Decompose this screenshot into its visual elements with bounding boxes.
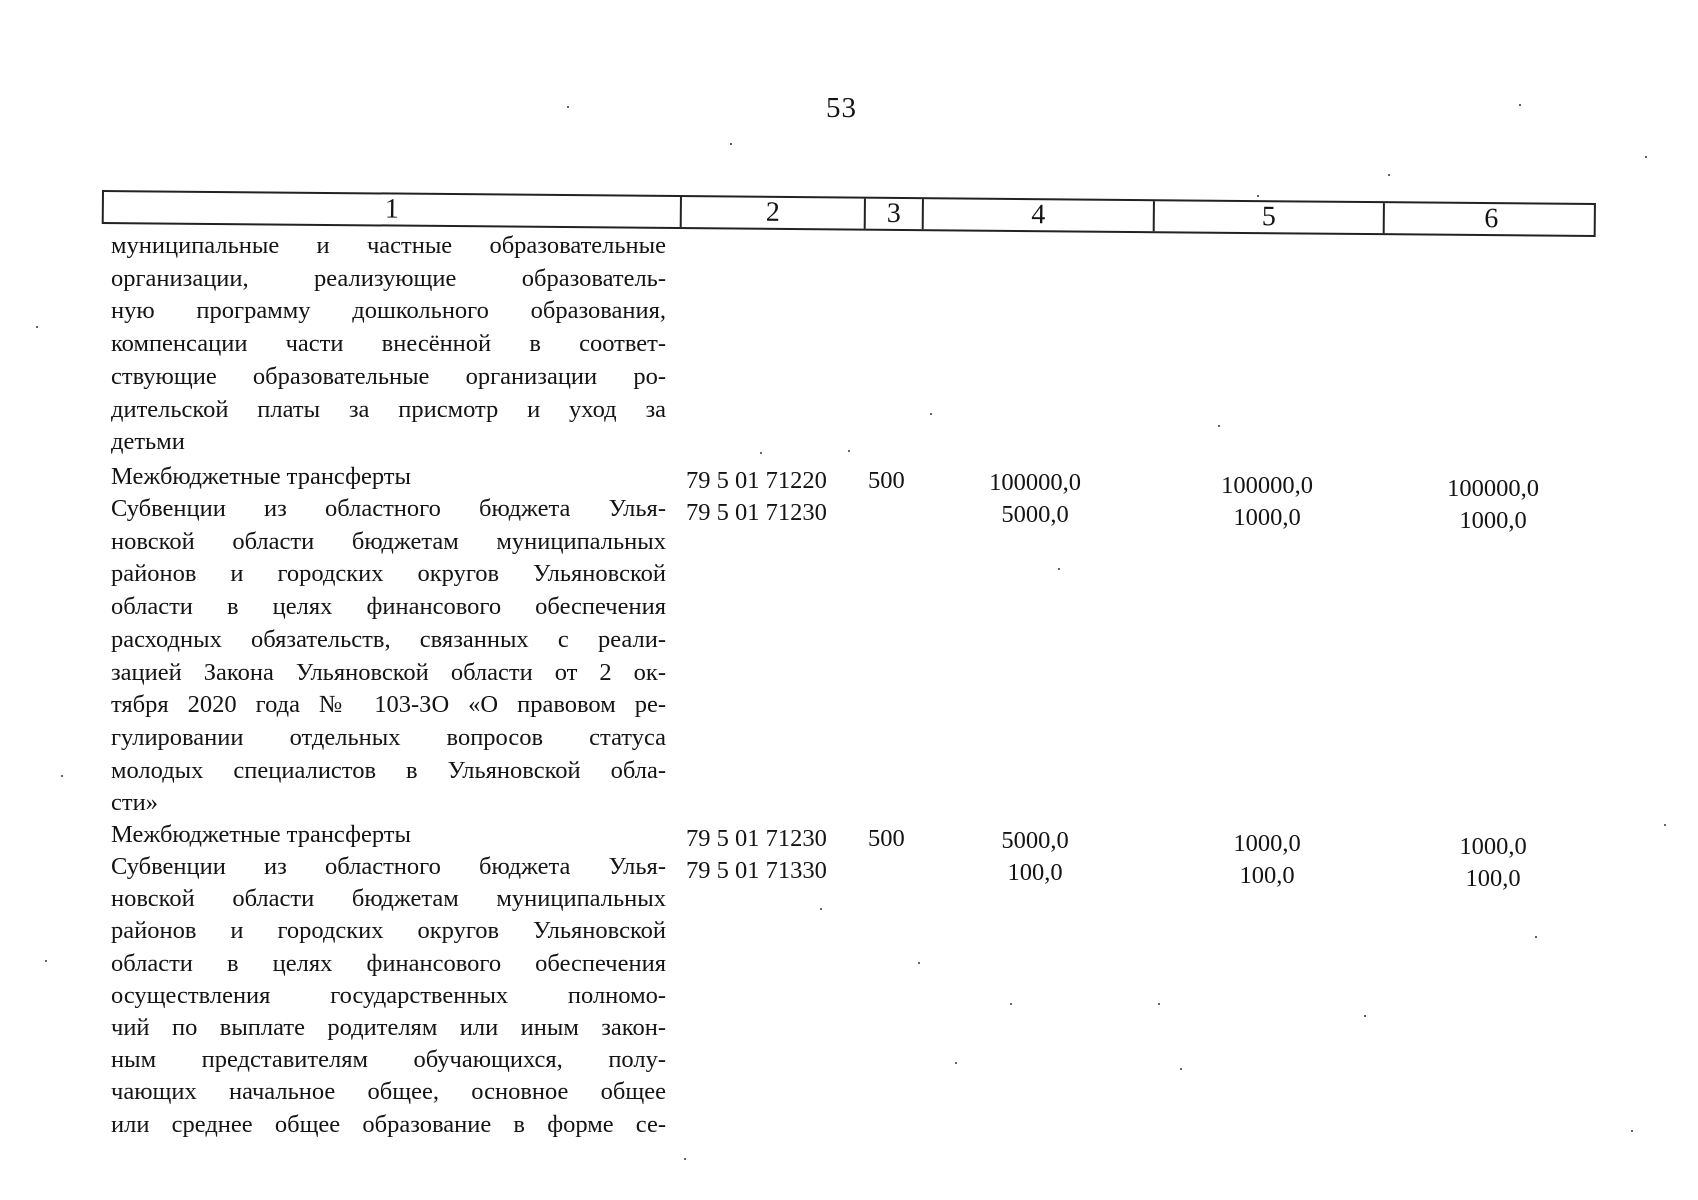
row-value-col4: 5000,0 <box>1001 501 1069 528</box>
desc-line: тября 2020 года № 103-ЗО «О правовом ре- <box>111 691 666 719</box>
desc-line: гулировании отдельных вопросов статуса <box>111 723 666 751</box>
row-value-col6: 1000,0 <box>1459 507 1527 534</box>
desc-line: детьми <box>111 428 185 456</box>
scan-speck <box>730 143 732 145</box>
scan-speck <box>930 413 932 415</box>
scan-speck <box>848 450 850 452</box>
row-vr: 500 <box>868 825 905 852</box>
desc-line: области в целях финансового обеспечения <box>111 593 666 621</box>
scan-speck <box>684 1158 686 1160</box>
desc-line: ствующие образовательные организации ро- <box>111 362 666 390</box>
desc-line: муниципальные и частные образовательные <box>111 232 666 259</box>
row-label: Межбюджетные трансферты <box>111 463 411 490</box>
scan-speck <box>1388 174 1390 176</box>
desc-line: чий по выплате родителям или иным закон- <box>111 1014 666 1042</box>
desc-line: новской области бюджетам муниципальных <box>111 885 666 913</box>
desc-line: зацией Закона Ульяновской области от 2 ок- <box>111 658 666 686</box>
scan-speck <box>1058 568 1060 570</box>
scan-speck <box>36 326 38 328</box>
scan-speck <box>567 106 569 108</box>
scan-speck <box>1664 824 1666 826</box>
scan-speck <box>61 775 63 777</box>
row-value-col6: 100000,0 <box>1447 475 1539 502</box>
scan-speck <box>1257 195 1259 197</box>
row-value-col5: 100,0 <box>1239 862 1295 889</box>
scan-speck <box>1535 936 1537 938</box>
row-code: 79 5 01 71220 <box>686 467 827 494</box>
row-value-col5: 1000,0 <box>1233 504 1301 531</box>
row-vr: 500 <box>868 467 905 494</box>
row-value-col4: 100,0 <box>1007 859 1063 886</box>
row-value-col5: 100000,0 <box>1221 472 1313 499</box>
column-header-2: 2 <box>680 197 864 229</box>
scan-speck <box>1364 1015 1366 1017</box>
desc-line: дительской платы за присмотр и уход за <box>111 395 666 423</box>
desc-line: молодых специалистов в Ульяновской обла- <box>111 756 666 784</box>
row-label: Межбюджетные трансферты <box>111 821 411 848</box>
row-description <box>111 851 666 1141</box>
desc-line: осуществления государственных полномо- <box>111 981 666 1009</box>
row-code: 79 5 01 71230 <box>686 499 827 526</box>
scan-speck <box>1645 156 1647 158</box>
column-header-3: 3 <box>864 199 922 230</box>
desc-line: районов и городских округов Ульяновской <box>111 560 666 588</box>
scan-speck <box>1631 1130 1633 1132</box>
desc-line: области в целях финансового обеспечения <box>111 949 666 977</box>
column-header-6: 6 <box>1383 203 1598 235</box>
scan-speck <box>1010 1003 1012 1005</box>
desc-line: районов и городских округов Ульяновской <box>111 917 666 945</box>
desc-line: сти» <box>111 789 158 817</box>
desc-line: организации, реализующие образователь- <box>111 264 666 292</box>
row-value-col5: 1000,0 <box>1233 830 1301 857</box>
scan-speck <box>918 962 920 964</box>
desc-line: Субвенции из областного бюджета Улья- <box>111 853 666 880</box>
column-header-1: 1 <box>384 193 399 225</box>
desc-line: новской области бюджетам муниципальных <box>111 527 666 555</box>
scan-speck <box>955 1062 957 1064</box>
desc-line: компенсации части внесённой в соответ- <box>111 330 666 358</box>
row-value-col6: 100,0 <box>1465 865 1521 892</box>
scan-speck <box>760 452 762 454</box>
desc-line: или среднее общее образование в форме се- <box>111 1110 666 1138</box>
row-value-col4: 5000,0 <box>1001 827 1069 854</box>
desc-line: расходных обязательств, связанных с реали- <box>111 625 666 653</box>
row-value-col6: 1000,0 <box>1459 833 1527 860</box>
scan-speck <box>45 960 47 962</box>
desc-line: Субвенции из областного бюджета Улья- <box>111 495 666 522</box>
page-number: 53 <box>826 92 857 124</box>
continued-description <box>111 230 666 459</box>
scan-speck <box>1158 1003 1160 1005</box>
scan-speck <box>1180 1068 1182 1070</box>
scan-speck <box>1519 104 1521 106</box>
row-code: 79 5 01 71330 <box>686 857 827 884</box>
desc-line: ным представителям обучающихся, полу- <box>111 1046 666 1074</box>
scan-speck <box>1218 425 1220 427</box>
scan-speck <box>820 908 822 910</box>
row-value-col4: 100000,0 <box>989 469 1081 496</box>
desc-line: ную программу дошкольного образования, <box>111 297 666 325</box>
desc-line: чающих начальное общее, основное общее <box>111 1078 666 1106</box>
row-description <box>111 493 666 820</box>
column-header-5: 5 <box>1153 201 1383 233</box>
row-code: 79 5 01 71230 <box>686 825 827 852</box>
column-header-4: 4 <box>922 199 1153 231</box>
